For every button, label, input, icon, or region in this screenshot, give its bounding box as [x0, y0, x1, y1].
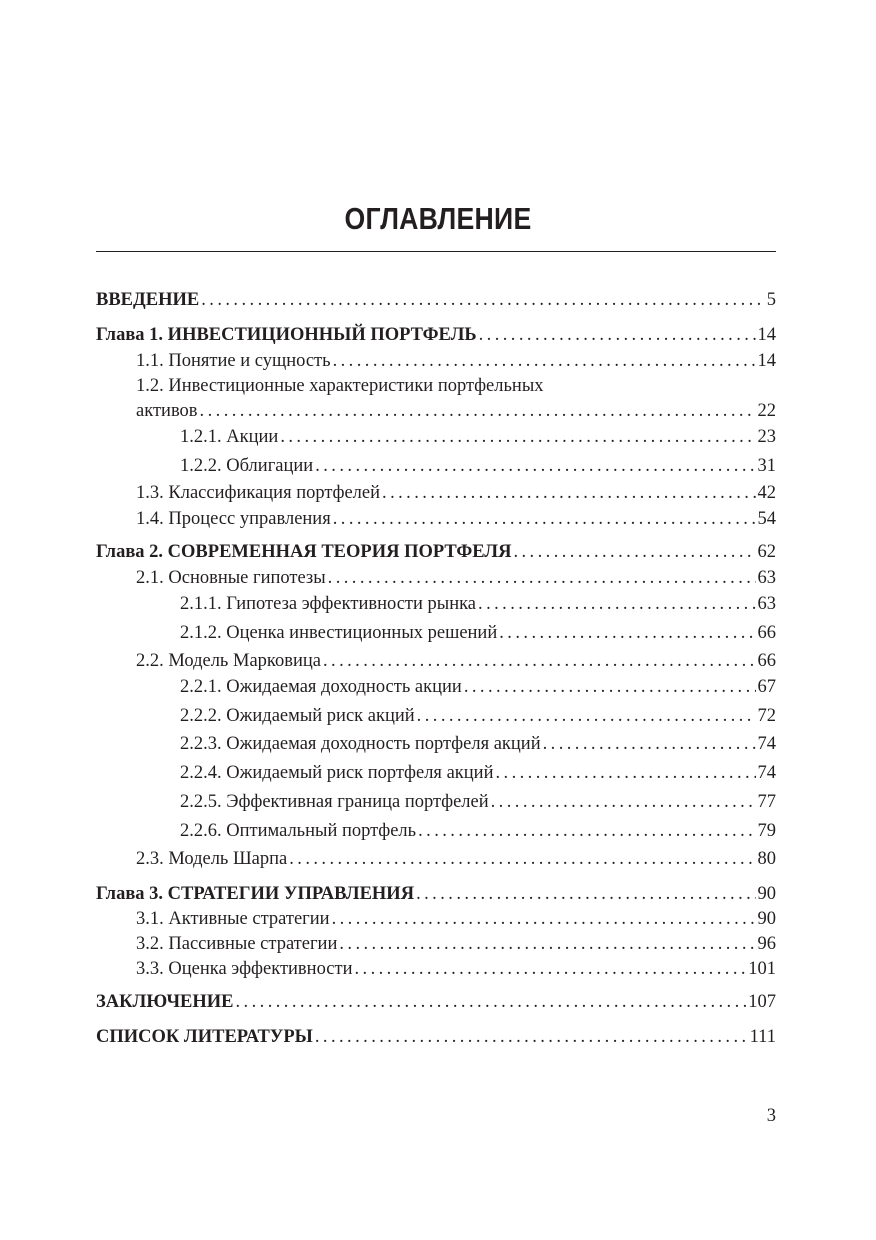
toc-entry-page: 54 [757, 509, 776, 529]
toc-leader-dots [354, 956, 746, 982]
toc-leader-dots [328, 565, 756, 591]
toc-entry-page: 90 [757, 884, 776, 904]
toc-leader-dots [323, 648, 756, 674]
toc-entry-page: 90 [757, 909, 776, 929]
toc-entry-page: 74 [757, 734, 776, 754]
toc-entry-page: 42 [757, 483, 776, 503]
toc-entry-2-1[interactable] [136, 565, 776, 591]
toc-leader-dots [289, 846, 755, 872]
toc-entry-chapter-2[interactable] [96, 539, 776, 565]
toc-entry-text: 3.3. Оценка эффективности [136, 959, 353, 979]
toc-leader-dots [464, 674, 756, 700]
toc-entry-page: 63 [757, 568, 776, 588]
toc-leader-dots [495, 760, 755, 786]
toc-leader-dots [491, 789, 756, 815]
toc-entry-2-2-3[interactable] [180, 731, 776, 757]
toc-entry-text: активов [136, 401, 198, 421]
toc-entry-1-2-1[interactable] [180, 424, 776, 450]
toc-entry-page: 31 [757, 456, 776, 476]
toc-entry-page: 5 [766, 290, 776, 310]
page-title: ОГЛАВЛЕНИЕ [344, 201, 532, 236]
toc-entry-page: 77 [757, 792, 776, 812]
toc-entry-text: 1.2.2. Облигации [180, 456, 314, 476]
toc-entry-2-2-6[interactable] [180, 818, 776, 844]
toc-entry-text: 1.1. Понятие и сущность [136, 351, 331, 371]
toc-entry-text: 2.2.5. Эффективная граница портфелей [180, 792, 489, 812]
toc-entry-1-1[interactable] [136, 348, 776, 374]
toc-entry-text: 1.2.1. Акции [180, 427, 279, 447]
toc-entry-text: 2.2.2. Ожидаемый риск акций [180, 706, 415, 726]
toc-leader-dots [280, 424, 755, 450]
toc-entry-text: 1.4. Процесс управления [136, 509, 331, 529]
toc-entry-3-3[interactable] [136, 956, 776, 982]
toc-leader-dots [416, 881, 755, 907]
toc-leader-dots [479, 322, 756, 348]
toc-entry-3-1[interactable] [136, 906, 776, 932]
toc-entry-text: 2.2.1. Ожидаемая доходность акции [180, 677, 462, 697]
toc-entry-text: ЗАКЛЮЧЕНИЕ [96, 992, 234, 1012]
toc-leader-dots [417, 703, 756, 729]
toc-entry-chapter-1[interactable] [96, 322, 776, 348]
toc-leader-dots [236, 989, 747, 1015]
toc-leader-dots [333, 348, 756, 374]
toc-entry-page: 14 [757, 351, 776, 371]
toc-entry-chapter-3[interactable] [96, 881, 776, 907]
toc-entry-text: 3.1. Активные стратегии [136, 909, 330, 929]
toc-entry-text: 2.1.2. Оценка инвестиционных решений [180, 623, 498, 643]
toc-entry-page: 63 [757, 594, 776, 614]
toc-leader-dots [200, 398, 756, 424]
toc-leader-dots [201, 287, 765, 313]
toc-leader-dots [418, 818, 755, 844]
toc-entry-page: 67 [757, 677, 776, 697]
toc-entry-2-3[interactable] [136, 846, 776, 872]
toc-leader-dots [333, 506, 756, 532]
toc-entry-page: 22 [757, 401, 776, 421]
toc-entry-1-2-2[interactable] [180, 453, 776, 479]
toc-entry-text: Глава 3. СТРАТЕГИИ УПРАВЛЕНИЯ [96, 884, 415, 904]
toc-entry-1-4[interactable] [136, 506, 776, 532]
toc-entry-text: 2.2.6. Оптимальный портфель [180, 821, 417, 841]
toc-entry-text: 3.2. Пассивные стратегии [136, 934, 338, 954]
toc-entry-page: 23 [757, 427, 776, 447]
toc-leader-dots [382, 480, 755, 506]
toc-entry-page: 96 [757, 934, 776, 954]
toc-entry-2-2-2[interactable] [180, 703, 776, 729]
toc-entry-text: СПИСОК ЛИТЕРАТУРЫ [96, 1027, 313, 1047]
toc-entry-page: 74 [757, 763, 776, 783]
toc-entry-page: 80 [757, 849, 776, 869]
toc-entry-text: 2.2.3. Ожидаемая доходность портфеля акций [180, 734, 541, 754]
toc-leader-dots [315, 1024, 748, 1050]
toc-entry-text: Глава 1. ИНВЕСТИЦИОННЫЙ ПОРТФЕЛЬ [96, 325, 477, 345]
toc-entry-text: 2.3. Модель Шарпа [136, 849, 288, 869]
toc-entry-2-1-2[interactable] [180, 620, 776, 646]
toc-entry-page: 72 [757, 706, 776, 726]
toc-entry-page: 66 [757, 623, 776, 643]
toc-entry-3-2[interactable] [136, 931, 776, 957]
toc-leader-dots [499, 620, 755, 646]
toc-entry-2-2-1[interactable] [180, 674, 776, 700]
toc-entry-page: 62 [757, 542, 776, 562]
toc-entry-text: 1.3. Классификация портфелей [136, 483, 381, 503]
toc-entry-1-3[interactable] [136, 480, 776, 506]
toc-entry-text: 2.1. Основные гипотезы [136, 568, 326, 588]
toc-entry-page: 111 [749, 1027, 776, 1047]
toc-entry-conclusion[interactable] [96, 989, 776, 1015]
toc-entry-1-2[interactable] [136, 398, 776, 424]
toc-entry-2-2-5[interactable] [180, 789, 776, 815]
page-number: 3 [766, 1106, 776, 1126]
title-rule [96, 251, 776, 252]
toc-entry-page: 107 [748, 992, 776, 1012]
toc-entry-1-2-line1[interactable]: 1.2. Инвестиционные характеристики портфельных [136, 376, 544, 396]
toc-entry-text: ВВЕДЕНИЕ [96, 290, 200, 310]
toc-entry-2-2[interactable] [136, 648, 776, 674]
toc-entry-page: 14 [757, 325, 776, 345]
toc-leader-dots [543, 731, 756, 757]
toc-leader-dots [332, 906, 756, 932]
toc-entry-page: 66 [757, 651, 776, 671]
toc-entry-2-1-1[interactable] [180, 591, 776, 617]
toc-leader-dots [478, 591, 755, 617]
toc-entry-references[interactable] [96, 1024, 776, 1050]
toc-leader-dots [339, 931, 755, 957]
toc-leader-dots [513, 539, 755, 565]
toc-entry-2-2-4[interactable] [180, 760, 776, 786]
toc-leader-dots [315, 453, 755, 479]
toc-entry-text: 2.2. Модель Марковица [136, 651, 321, 671]
toc-entry-text: Глава 2. СОВРЕМЕННАЯ ТЕОРИЯ ПОРТФЕЛЯ [96, 542, 512, 562]
toc-entry-page: 79 [757, 821, 776, 841]
toc-entry-text: 2.1.1. Гипотеза эффективности рынка [180, 594, 477, 614]
toc-entry-intro[interactable] [96, 287, 776, 313]
toc-entry-page: 101 [748, 959, 776, 979]
toc-entry-text: 2.2.4. Ожидаемый риск портфеля акций [180, 763, 494, 783]
